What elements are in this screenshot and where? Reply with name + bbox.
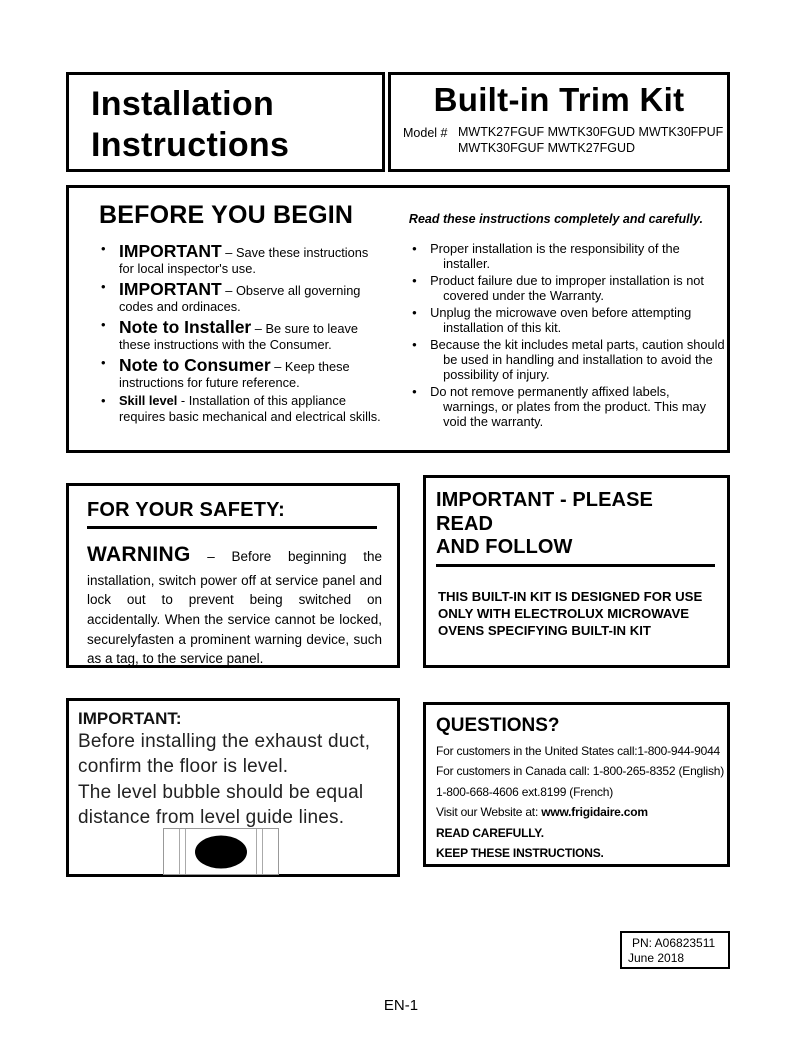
page-number: EN-1 bbox=[383, 997, 419, 1014]
list-item bbox=[101, 355, 390, 391]
model-numbers bbox=[458, 124, 723, 157]
list-item bbox=[101, 241, 390, 277]
website-url: www.frigidaire.com bbox=[541, 805, 648, 819]
list-item bbox=[412, 273, 727, 303]
important-please-read-title bbox=[436, 489, 715, 567]
french-phone-line: 1-800-668-4606 ext.8199 (French) bbox=[436, 784, 614, 799]
model-row bbox=[391, 119, 727, 157]
list-item-text: Do not remove permanently affixed labels, warnings, or plates from the product. This may void the warranty. bbox=[430, 384, 707, 429]
before-you-begin-header bbox=[69, 188, 727, 230]
item-rest: – Keep these instructions for future reference. bbox=[119, 359, 350, 390]
for-your-safety-box bbox=[66, 483, 400, 668]
list-item-text: Proper installation is the responsibility of the installer. bbox=[430, 241, 680, 271]
bullet-icon: • bbox=[101, 279, 106, 294]
list-item bbox=[412, 305, 727, 335]
warning-lead: WARNING bbox=[87, 543, 191, 566]
item-lead: IMPORTANT bbox=[119, 241, 222, 261]
list-item-text bbox=[119, 355, 381, 391]
us-phone-line: For customers in the United States call:1-800-944-9044 bbox=[436, 743, 721, 758]
level-guide-line bbox=[185, 829, 186, 874]
for-your-safety-title: FOR YOUR SAFETY: bbox=[87, 499, 377, 529]
before-you-begin-right-column bbox=[390, 241, 727, 431]
bullet-icon: • bbox=[101, 241, 106, 256]
model-number-label: Model # bbox=[403, 126, 448, 140]
part-number-box bbox=[620, 931, 730, 969]
list-item bbox=[101, 393, 390, 425]
publication-date: June 2018 bbox=[628, 951, 685, 965]
important-level-box bbox=[66, 698, 400, 877]
installation-instructions-title bbox=[69, 75, 382, 166]
important-label: IMPORTANT: bbox=[78, 709, 182, 728]
bullet-icon: • bbox=[412, 273, 417, 288]
list-item-text bbox=[119, 279, 381, 315]
list-item-text bbox=[119, 241, 381, 277]
level-bubble-icon bbox=[195, 835, 247, 868]
level-note-line: distance from level guide lines. bbox=[78, 806, 345, 828]
list-item-text bbox=[119, 393, 381, 425]
canada-phone-line: For customers in Canada call: 1-800-265-8352 (English) bbox=[436, 764, 725, 778]
bullet-icon: • bbox=[101, 317, 106, 332]
bullet-icon: • bbox=[101, 393, 106, 408]
title-line-2: AND FOLLOW bbox=[436, 536, 573, 559]
model-numbers-line-2: MWTK30FGUF MWTK27FGUD bbox=[458, 141, 636, 156]
left-bullet-list bbox=[101, 241, 390, 425]
right-bullet-list bbox=[412, 241, 727, 429]
read-instructions-note: Read these instructions completely and carefully. bbox=[408, 212, 703, 226]
title-line-1: IMPORTANT - PLEASE READ bbox=[436, 489, 653, 535]
list-item bbox=[412, 384, 727, 429]
level-guide-line bbox=[256, 829, 257, 874]
built-in-kit-notice: THIS BUILT-IN KIT IS DESIGNED FOR USE ONLY WITH ELECTROLUX MICROWAVE OVENS SPECIFYING BUILT-IN KIT bbox=[438, 588, 703, 639]
item-rest: – Observe all governing codes and ordinaces. bbox=[119, 283, 361, 314]
before-you-begin-box bbox=[66, 185, 730, 453]
item-rest: – Be sure to leave these instructions with the Consumer. bbox=[119, 321, 358, 352]
item-rest: - Installation of this appliance requires basic mechanical and electrical skills. bbox=[119, 393, 381, 424]
item-lead: Note to Consumer bbox=[119, 355, 271, 375]
part-number: PN: A06823511 bbox=[632, 936, 716, 950]
before-you-begin-columns bbox=[69, 241, 727, 431]
item-lead: Note to Installer bbox=[119, 317, 252, 337]
level-bubble-illustration bbox=[163, 828, 279, 875]
bullet-icon: • bbox=[412, 337, 417, 352]
header-right-box bbox=[388, 72, 730, 172]
before-you-begin-title: BEFORE YOU BEGIN bbox=[99, 201, 354, 229]
warning-text: – Before beginning the installation, switch power off at service panel and lock out to prevent being switched on accidentally. When the service cannot be locked, securelyfasten a prominent warning device, such as a tag, to the service panel. bbox=[87, 549, 382, 667]
warning-paragraph bbox=[87, 540, 382, 669]
built-in-trim-kit-title: Built-in Trim Kit bbox=[433, 81, 685, 118]
level-note-line: Before installing the exhaust duct, bbox=[78, 731, 371, 752]
level-guide-line bbox=[179, 829, 180, 874]
list-item bbox=[412, 337, 727, 382]
website-prefix: Visit our Website at: bbox=[436, 805, 542, 819]
title-line-2: Instructions bbox=[91, 125, 290, 164]
bullet-icon: • bbox=[412, 305, 417, 320]
bullet-icon: • bbox=[101, 355, 106, 370]
level-guide-line bbox=[262, 829, 263, 874]
list-item-text: Product failure due to improper installation is not covered under the Warranty. bbox=[430, 273, 704, 303]
list-item bbox=[101, 279, 390, 315]
before-you-begin-left-column bbox=[69, 241, 390, 431]
level-note-line: confirm the floor is level. bbox=[78, 756, 289, 778]
list-item-text: Because the kit includes metal parts, caution should be used in handling and installation to avoid the possibility of injury. bbox=[430, 337, 725, 382]
keep-instructions-line: KEEP THESE INSTRUCTIONS. bbox=[436, 846, 604, 860]
item-rest: – Save these instructions for local inspector's use. bbox=[119, 245, 369, 276]
model-numbers-line-1: MWTK27FGUF MWTK30FGUD MWTK30FPUF bbox=[458, 125, 724, 139]
bullet-icon: • bbox=[412, 241, 417, 256]
questions-title: QUESTIONS? bbox=[436, 715, 560, 736]
list-item-text bbox=[119, 317, 381, 353]
item-lead: Skill level bbox=[119, 393, 178, 408]
list-item bbox=[101, 317, 390, 353]
website-line bbox=[436, 805, 725, 819]
list-item bbox=[412, 241, 727, 271]
bullet-icon: • bbox=[412, 384, 417, 399]
important-please-read-box bbox=[423, 475, 730, 668]
title-line-1: Installation bbox=[91, 85, 275, 123]
questions-box bbox=[423, 702, 730, 867]
item-lead: IMPORTANT bbox=[119, 279, 222, 299]
header-left-box bbox=[66, 72, 385, 172]
level-note-line: The level bubble should be equal bbox=[78, 781, 364, 803]
read-carefully-line: READ CAREFULLY. bbox=[436, 825, 544, 840]
list-item-text: Unplug the microwave oven before attempting installation of this kit. bbox=[430, 305, 692, 335]
